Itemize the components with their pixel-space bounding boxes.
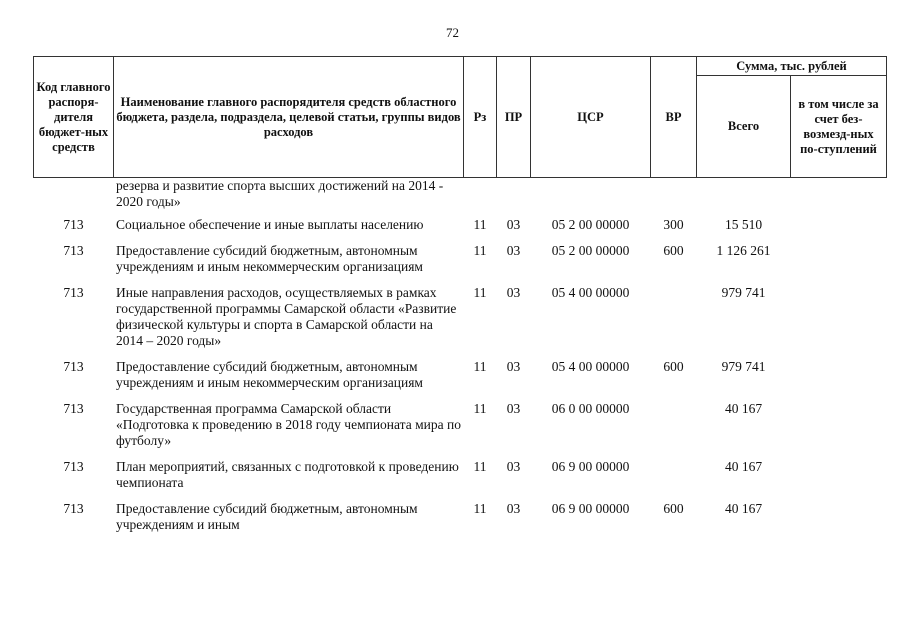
cell-rz: 11 [473,401,487,416]
cell-total: 979 741 [721,359,766,374]
cell-rz: 11 [473,243,487,258]
cell-code: 713 [63,285,84,300]
table-row [34,356,887,398]
page-number: 72 [446,25,459,40]
header-name: Наименование главного распорядителя средств областного бюджета, раздела, подраздела, целевой статьи, группы видов расходов [114,57,464,178]
header-rz: Рз [464,57,497,178]
cell-name: Предоставление субсидий бюджетным, автономным учреждениям и иным некоммерческим организациям [116,243,423,274]
cell-total: 979 741 [721,285,766,300]
cell-name: Иные направления расходов, осуществляемых в рамках государственной программы Самарской области «Развитие физической культуры и спорта в Самарской области на 2014 – 2020 годы» [116,285,457,348]
cell-total: 40 167 [724,501,763,516]
table-row [34,240,887,282]
cell-vr: 600 [663,359,684,374]
cell-vr [651,398,697,456]
cell-pr: 03 [506,243,521,258]
cell-incl [791,456,887,498]
cell-csr: 05 4 00 00000 [551,359,630,374]
table-header [34,57,887,178]
cell-incl [791,498,887,540]
cell-rz: 11 [473,359,487,374]
cell-name: Предоставление субсидий бюджетным, автономным учреждениям и иным [116,501,418,532]
cell-code: 713 [63,459,84,474]
header-code: Код главного распоря-дителя бюджет-ных средств [34,57,114,178]
cell-csr: 05 4 00 00000 [551,285,630,300]
continuation-text: резерва и развитие спорта высших достижений на 2014 - 2020 годы» [116,178,444,209]
cell-total: 40 167 [724,401,763,416]
cell-name: Социальное обеспечение и иные выплаты населению [116,217,424,232]
cell-total: 40 167 [724,459,763,474]
header-incl: в том числе за счет без-возмезд-ных по-ступлений [791,76,887,178]
header-sum-group: Сумма, тыс. рублей [697,57,887,76]
cell-pr: 03 [506,359,521,374]
cell-pr: 03 [506,401,521,416]
cell-pr: 03 [506,501,521,516]
cell-rz: 11 [473,501,487,516]
header-total: Всего [697,76,791,178]
cell-incl [791,214,887,240]
cell-incl [791,240,887,282]
cell-code: 713 [63,501,84,516]
table-body [34,178,887,541]
cell-csr: 06 9 00 00000 [551,501,630,516]
cell-vr: 600 [663,501,684,516]
cell-pr: 03 [506,459,521,474]
cell-csr: 05 2 00 00000 [551,243,630,258]
cell-incl [791,398,887,456]
cell-incl [791,356,887,398]
cell-pr: 03 [506,217,521,232]
cell-total: 1 126 261 [716,243,771,258]
cell-name: План мероприятий, связанных с подготовкой к проведению чемпионата [116,459,459,490]
cell-rz: 11 [473,217,487,232]
cell-code: 713 [63,401,84,416]
cell-code: 713 [63,217,84,232]
cell-vr: 300 [663,217,684,232]
budget-table [33,56,887,540]
table-row [34,282,887,356]
table-row [34,214,887,240]
cell-incl [791,282,887,356]
cell-rz: 11 [473,285,487,300]
cell-pr: 03 [506,285,521,300]
table-row [34,456,887,498]
cell-vr: 600 [663,243,684,258]
header-csr: ЦСР [531,57,651,178]
header-pr: ПР [497,57,531,178]
cell-name: Предоставление субсидий бюджетным, автономным учреждениям и иным некоммерческим организациям [116,359,423,390]
header-vr: ВР [651,57,697,178]
cell-csr: 05 2 00 00000 [551,217,630,232]
table-row [34,498,887,540]
cell-code: 713 [63,359,84,374]
cell-csr: 06 0 00 00000 [551,401,630,416]
cell-total: 15 510 [724,217,763,232]
cell-code: 713 [63,243,84,258]
continuation-row [34,178,887,215]
cell-vr [651,282,697,356]
cell-csr: 06 9 00 00000 [551,459,630,474]
table-row [34,398,887,456]
cell-vr [651,456,697,498]
cell-rz: 11 [473,459,487,474]
cell-name: Государственная программа Самарской области «Подготовка к проведению в 2018 году чемпионата мира по футболу» [116,401,461,448]
